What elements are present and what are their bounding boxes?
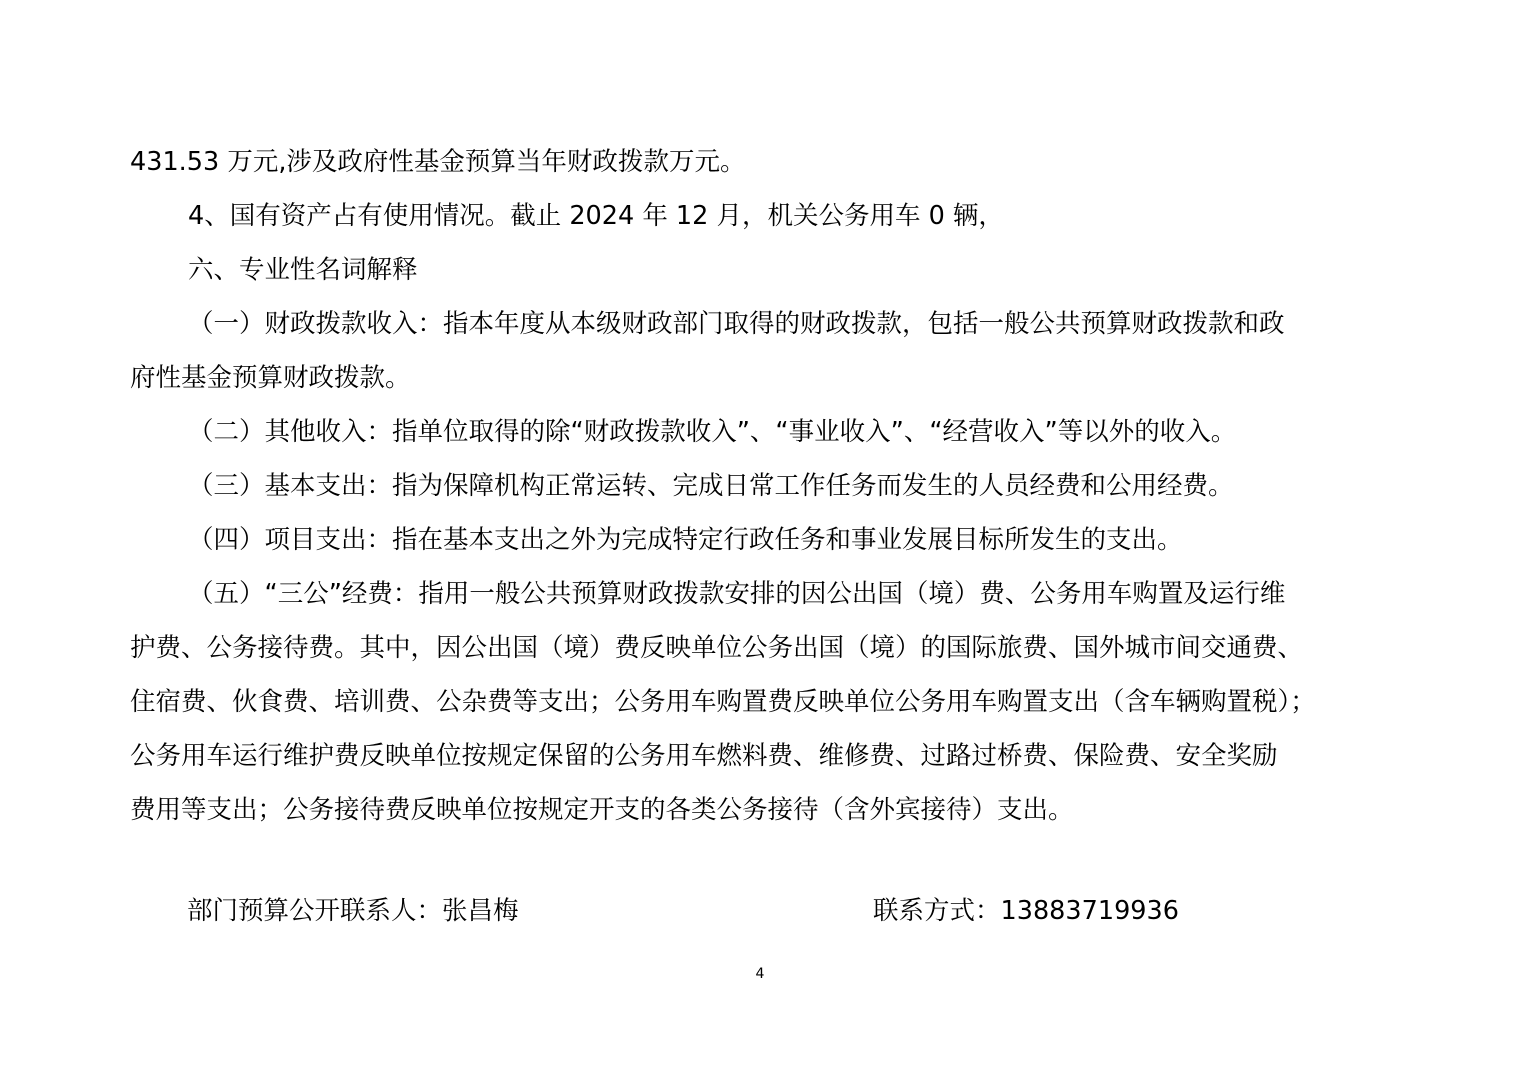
contact-phone: 联系方式：13883719936 <box>873 896 1179 926</box>
paragraph-line: （三）基本支出：指为保障机构正常运转、完成日常工作任务而发生的人员经费和公用经费。 <box>188 471 1234 501</box>
paragraph-line: 公务用车运行维护费反映单位按规定保留的公务用车燃料费、维修费、过路过桥费、保险费、安全奖励 <box>130 741 1278 771</box>
section-heading: 六、专业性名词解释 <box>188 255 418 285</box>
contact-person: 部门预算公开联系人：张昌梅 <box>187 896 519 926</box>
document-body <box>130 135 1392 837</box>
page-number: 4 <box>755 966 765 982</box>
paragraph-line: （四）项目支出：指在基本支出之外为完成特定行政任务和事业发展目标所发生的支出。 <box>188 525 1183 555</box>
paragraph-line: 431.53 万元,涉及政府性基金预算当年财政拨款万元。 <box>130 147 746 177</box>
paragraph-line: 护费、公务接待费。其中，因公出国（境）费反映单位公务出国（境）的国际旅费、国外城市间交通费、 <box>130 633 1304 663</box>
paragraph-line: 4、国有资产占有使用情况。截止 2024 年 12 月，机关公务用车 0 辆， <box>188 201 1004 231</box>
paragraph-line: （二）其他收入：指单位取得的除“财政拨款收入”、“事业收入”、“经营收入”等以外的收入。 <box>188 417 1237 447</box>
paragraph-line: 住宿费、伙食费、培训费、公杂费等支出；公务用车购置费反映单位公务用车购置支出（含车辆购置税）； <box>130 687 1316 717</box>
paragraph-line: 府性基金预算财政拨款。 <box>130 363 411 393</box>
paragraph-line: 费用等支出；公务接待费反映单位按规定开支的各类公务接待（含外宾接待）支出。 <box>130 795 1074 825</box>
paragraph-line: （一）财政拨款收入：指本年度从本级财政部门取得的财政拨款，包括一般公共预算财政拨款和政 <box>188 309 1285 339</box>
paragraph-line: （五）“三公”经费：指用一般公共预算财政拨款安排的因公出国（境）费、公务用车购置及运行维 <box>188 579 1286 609</box>
